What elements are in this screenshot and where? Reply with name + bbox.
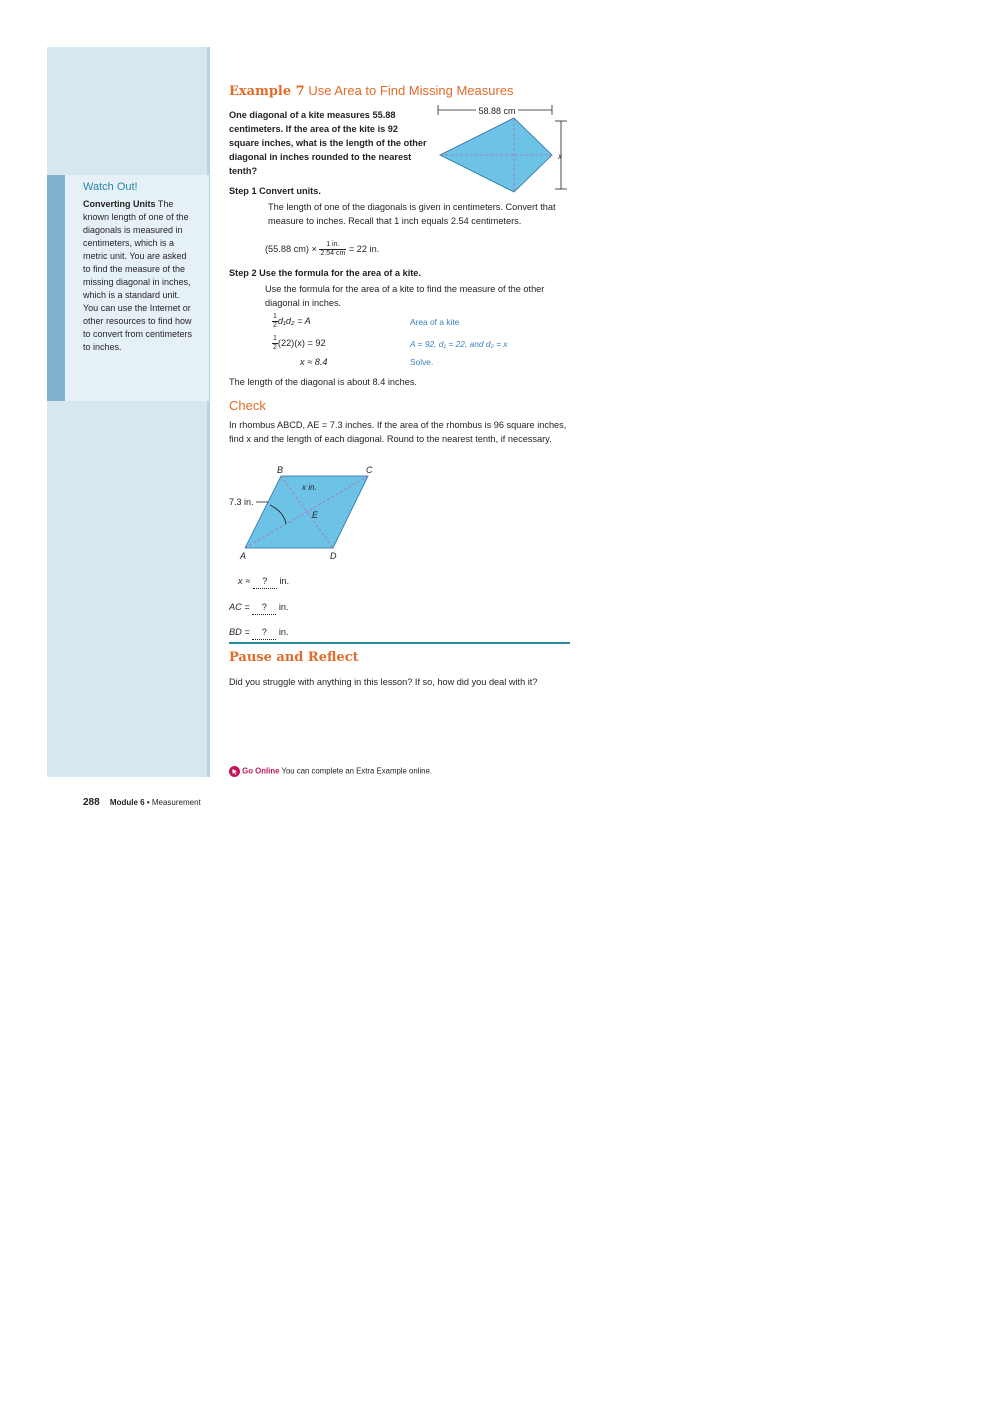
pause-divider [229,642,570,644]
go-online-label[interactable]: Go Online [242,766,280,776]
answer-bd-label: BD = [229,627,250,637]
example-label: Example 7 [229,84,305,99]
go-online-text: You can complete an Extra Example online. [281,766,433,776]
cursor-icon [229,766,240,777]
step1-heading: Step 1 Convert units. [229,186,321,196]
kite-figure [430,103,575,198]
step1-equation [265,241,379,258]
step1-eq-right: = 22 in. [348,243,380,254]
label-ae: 7.3 in. [229,497,254,507]
step2-heading: Step 2 Use the formula for the area of a kite. [229,268,421,278]
step1-eq-left: (55.88 cm) × [265,243,317,254]
conversion-fraction [319,241,346,258]
answer-x-blank[interactable]: ? [253,574,277,589]
answer-bd [229,625,289,640]
answer-ac-label: AC = [229,602,250,612]
step2-note2: A = 92, d₁ = 22, and d₂ = x [410,339,508,349]
step2-eq2 [272,335,326,352]
watch-out-body: The known length of one of the diagonals is measured in centimeters, which is a metric unit. You are asked to find the measure of the missing diagonal in inches, which is a standard unit. You can use the Internet or other resources to find how to convert from centimeters to inches. [83,199,193,352]
label-b: B [277,465,284,475]
pause-title: Pause and Reflect [229,650,359,665]
step1-text: The length of one of the diagonals is given in centimeters. Convert that measure to inches. Recall that 1 inch equals 2.54 centimeters. [268,202,556,226]
example-problem: One diagonal of a kite measures 55.88 centimeters. If the area of the kite is 92 square inches, what is the length of the other diagonal in inches rounded to the nearest tenth? [229,110,427,176]
answer-ac-blank[interactable]: ? [252,600,276,615]
rhombus-figure [226,462,386,564]
step2-note3: Solve. [410,357,434,367]
answer-x-unit: in. [279,576,290,586]
watch-out-lead: Converting Units [83,199,156,209]
half-num: 1 [273,313,277,320]
step2-conclusion: The length of the diagonal is about 8.4 inches. [229,377,417,387]
label-a: A [240,551,247,561]
fraction-numerator: 1 in. [319,241,346,250]
sidebar-panel [47,47,209,777]
half-num-2: 1 [273,335,277,342]
label-e: E [312,510,319,520]
eq1-text: d₁d₂ = A [277,315,311,326]
pause-text: Did you struggle with anything in this lesson? If so, how did you deal with it? [229,677,538,687]
answer-bd-unit: in. [278,627,289,637]
go-online[interactable] [229,766,432,777]
answer-x [238,574,289,589]
answer-ac [229,600,289,615]
page-footer [83,797,201,808]
step2-text: Use the formula for the area of a kite to find the measure of the other diagonal in inches. [265,284,545,308]
label-c: C [366,465,373,475]
fraction-denominator: 2.54 cm [320,250,346,257]
sidebar-divider [207,47,210,777]
kite-height-label: x [558,152,562,161]
kite-width-label: 58.88 cm [478,106,516,116]
page-number: 288 [83,797,100,808]
answer-x-label: x ≈ [238,576,251,586]
check-title: Check [229,398,266,413]
eq2-text: (22)(x) = 92 [277,337,326,348]
step2-note1: Area of a kite [410,317,460,327]
label-d: D [330,551,337,561]
example-title [229,83,514,99]
watch-out-accent-bar [47,175,65,401]
half-den: 2 [273,322,277,329]
label-x: x in. [302,483,317,492]
watch-out-text [83,198,195,354]
step2-eq3: x ≈ 8.4 [300,357,328,367]
half-den-2: 2 [273,344,277,351]
check-text: In rhombus ABCD, AE = 7.3 inches. If the area of the rhombus is 96 square inches, find x and the length of each diagonal. Round to the nearest tenth, if necessary. [229,420,567,444]
answer-ac-unit: in. [278,602,289,612]
footer-section: Measurement [151,798,201,807]
example-subtitle: Use Area to Find Missing Measures [308,83,514,98]
step2-eq1 [272,313,311,330]
watch-out-title: Watch Out! [83,181,138,193]
footer-module: Module 6 • [109,798,150,807]
answer-bd-blank[interactable]: ? [252,625,276,640]
